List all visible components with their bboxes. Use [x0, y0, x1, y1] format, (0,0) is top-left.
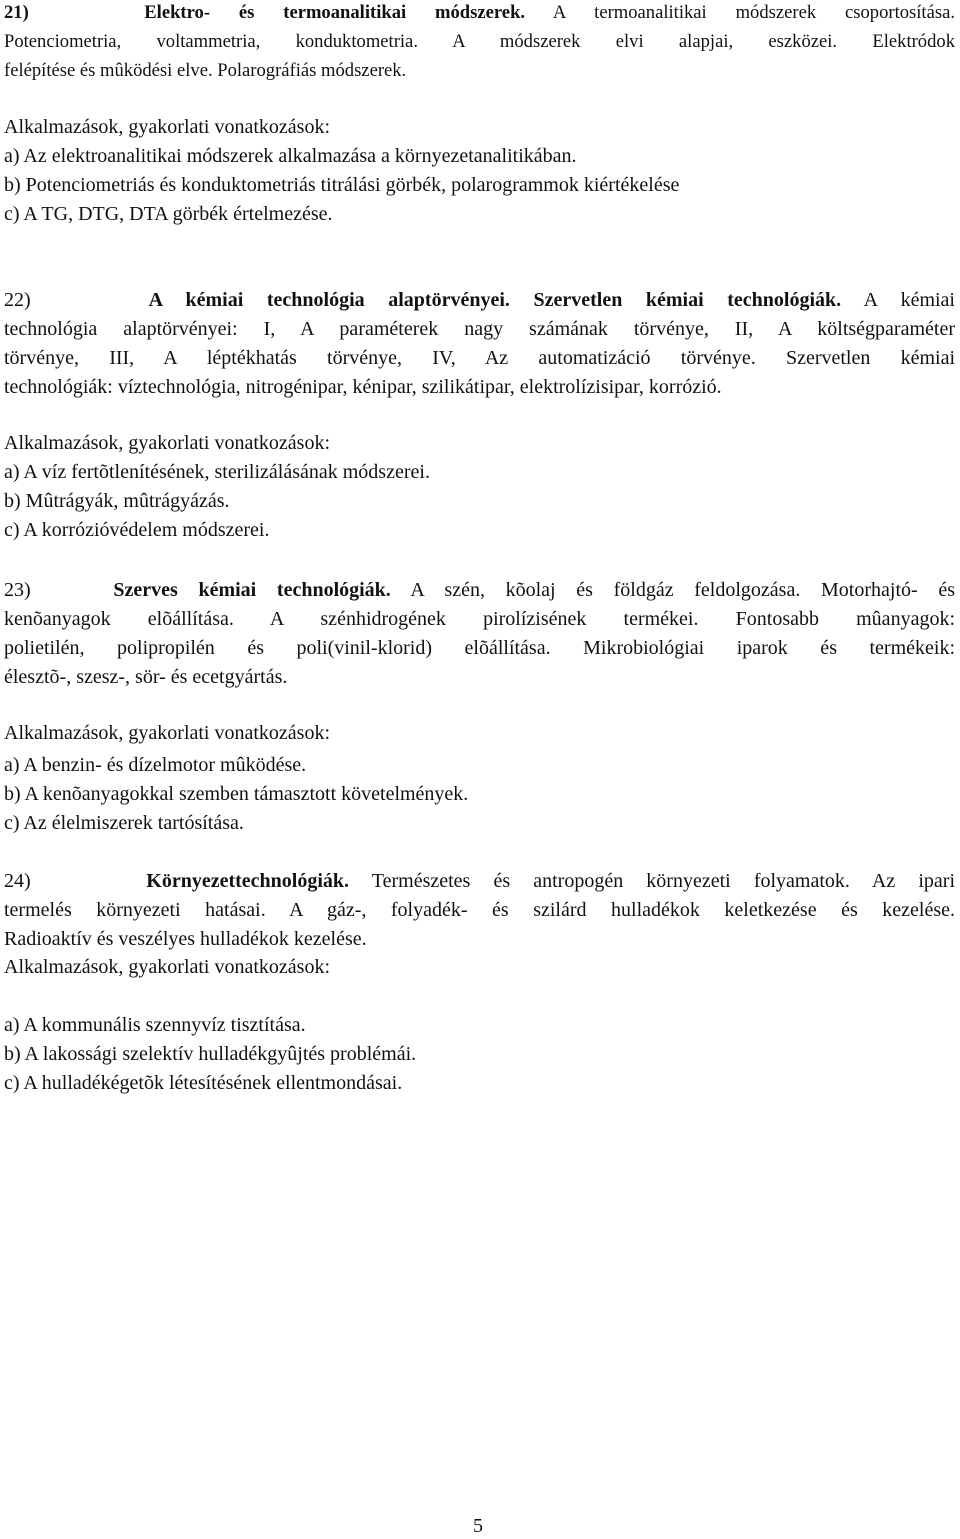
s24-applications-heading: Alkalmazások, gyakorlati vonatkozások: [4, 956, 331, 978]
s24-title: Környezettechnológiák. [146, 870, 350, 892]
s24-heading-rest: Természetes és antropogén környezeti folyamatok. Az ipari [371, 870, 956, 892]
s22-heading-rest: A kémiai [863, 289, 955, 311]
s23-text-line-3: polietilén, polipropilén és poli(vinil-klorid) elõállítása. Mikrobiológiai iparok és termékeik: [4, 637, 955, 659]
s21-applications-heading: Alkalmazások, gyakorlati vonatkozások: [4, 116, 331, 138]
s21-number: 21) [4, 2, 29, 23]
s22-application-a: a) A víz fertõtlenítésének, sterilizálásának módszerei. [4, 461, 430, 483]
s21-text-line-3: felépítése és mûködési elve. Polarográfiás módszerek. [4, 60, 407, 81]
s22-application-b: b) Mûtrágyák, mûtrágyázás. [4, 490, 230, 512]
s23-text-line-4: élesztõ-, szesz-, sör- és ecetgyártás. [4, 666, 288, 688]
s21-application-b: b) Potenciometriás és konduktometriás titrálási görbék, polarogrammok kiértékelése [4, 174, 680, 196]
s22-text-line-2: technológia alaptörvényei: I, A paraméterek nagy számának törvénye, II, A költségparaméter [4, 318, 955, 340]
s23-application-b: b) A kenõanyagokkal szemben támasztott követelmények. [4, 783, 469, 805]
s21-text-line-2: Potenciometria, voltammetria, konduktometria. A módszerek elvi alapjai, eszközei. Elektródok [4, 31, 955, 52]
s23-heading-line [4, 577, 955, 603]
page-number: 5 [473, 1515, 483, 1537]
s22-text-line-4: technológiák: víztechnológia, nitrogénipar, kénipar, szilikátipar, elektrolízisipar, korrózió. [4, 376, 722, 398]
s23-text-line-2: kenõanyagok elõállítása. A szénhidrogének pirolízisének termékei. Fontosabb mûanyagok: [4, 608, 955, 630]
s23-number: 23) [4, 579, 31, 601]
s24-application-b: b) A lakossági szelektív hulladékgyûjtés problémái. [4, 1043, 417, 1065]
s21-heading-rest: A termoanalitikai módszerek csoportosítása. [552, 2, 955, 23]
s24-number: 24) [4, 870, 31, 892]
s24-text-line-2: termelés környezeti hatásai. A gáz-, folyadék- és szilárd hulladékok keletkezése és kezelése. [4, 899, 955, 921]
s24-heading-line [4, 868, 955, 894]
s21-application-a: a) Az elektroanalitikai módszerek alkalmazása a környezetanalitikában. [4, 145, 577, 167]
s23-application-c: c) Az élelmiszerek tartósítása. [4, 812, 244, 834]
s24-text-line-3: Radioaktív és veszélyes hulladékok kezelése. [4, 928, 367, 950]
s22-applications-heading: Alkalmazások, gyakorlati vonatkozások: [4, 432, 331, 454]
s21-heading-line [4, 0, 955, 26]
s23-application-a: a) A benzin- és dízelmotor mûködése. [4, 754, 307, 776]
s22-title: A kémiai technológia alaptörvényei. Szervetlen kémiai technológiák. [148, 289, 842, 311]
s21-title: Elektro- és termoanalitikai módszerek. [144, 2, 526, 23]
s24-application-c: c) A hulladékégetõk létesítésének ellentmondásai. [4, 1072, 403, 1094]
s23-title: Szerves kémiai technológiák. [113, 579, 391, 601]
s22-number: 22) [4, 289, 31, 311]
s22-heading-line [4, 287, 955, 313]
s23-applications-heading: Alkalmazások, gyakorlati vonatkozások: [4, 722, 331, 744]
s22-application-c: c) A korrózióvédelem módszerei. [4, 519, 270, 541]
s21-application-c: c) A TG, DTG, DTA görbék értelmezése. [4, 203, 333, 225]
s23-heading-rest: A szén, kõolaj és földgáz feldolgozása. Motorhajtó- és [410, 579, 955, 601]
s24-application-a: a) A kommunális szennyvíz tisztítása. [4, 1014, 306, 1036]
s22-text-line-3: törvénye, III, A léptékhatás törvénye, IV, Az automatizáció törvénye. Szervetlen kémiai [4, 347, 955, 369]
